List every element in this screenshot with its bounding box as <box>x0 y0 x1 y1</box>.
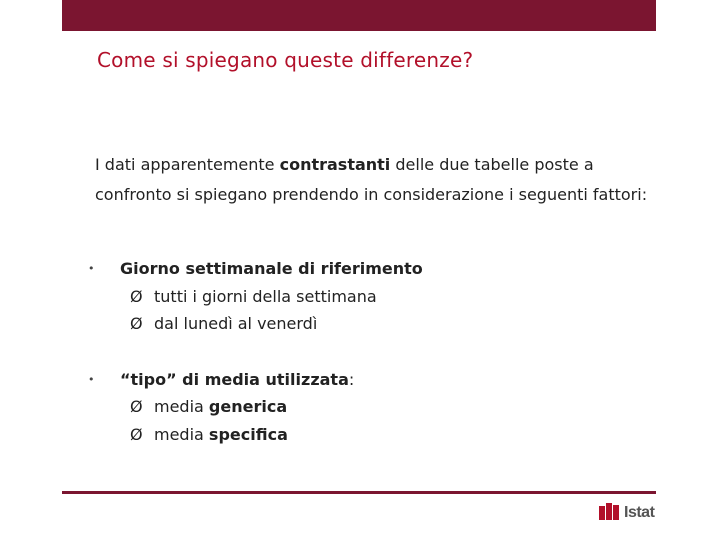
sub-item-text: media <box>154 397 209 416</box>
sub-item <box>130 396 287 418</box>
bullet-label-bold: “tipo” di media utilizzata <box>120 370 349 389</box>
sub-item-text: media <box>154 425 209 444</box>
bullet-marker: • <box>88 262 95 275</box>
sub-item-bold: generica <box>208 397 288 416</box>
slide-title: Come si spiegano queste differenze? <box>97 48 474 72</box>
bullet-label <box>120 258 423 280</box>
bullet-label-rest: : <box>348 370 355 389</box>
arrow-marker: Ø <box>130 425 143 444</box>
arrow-marker: Ø <box>130 397 143 416</box>
intro-text-2: delle due tabelle poste a confronto si spiegano prendendo in considerazione i seguenti fattori: <box>95 155 648 204</box>
sub-item-text: tutti i giorni della settimana <box>154 287 377 306</box>
logo-text: Istat <box>624 504 655 521</box>
intro-paragraph <box>95 150 675 210</box>
sub-item <box>130 313 317 335</box>
intro-text-1: I dati apparentemente <box>95 155 280 174</box>
sub-item-text: dal lunedì al venerdì <box>154 314 318 333</box>
sub-item <box>130 286 377 308</box>
bullet-label <box>120 369 354 391</box>
sub-item-bold: specifica <box>208 425 288 444</box>
footer-divider <box>62 491 656 494</box>
bullet-marker: • <box>88 373 95 386</box>
arrow-marker: Ø <box>130 314 143 333</box>
intro-text-bold: contrastanti <box>279 155 391 174</box>
istat-logo <box>598 502 658 524</box>
header-bar <box>62 0 656 31</box>
arrow-marker: Ø <box>130 287 143 306</box>
bullet-label-bold: Giorno settimanale di riferimento <box>120 259 423 278</box>
istat-logo-icon <box>598 502 622 522</box>
sub-item <box>130 424 288 446</box>
